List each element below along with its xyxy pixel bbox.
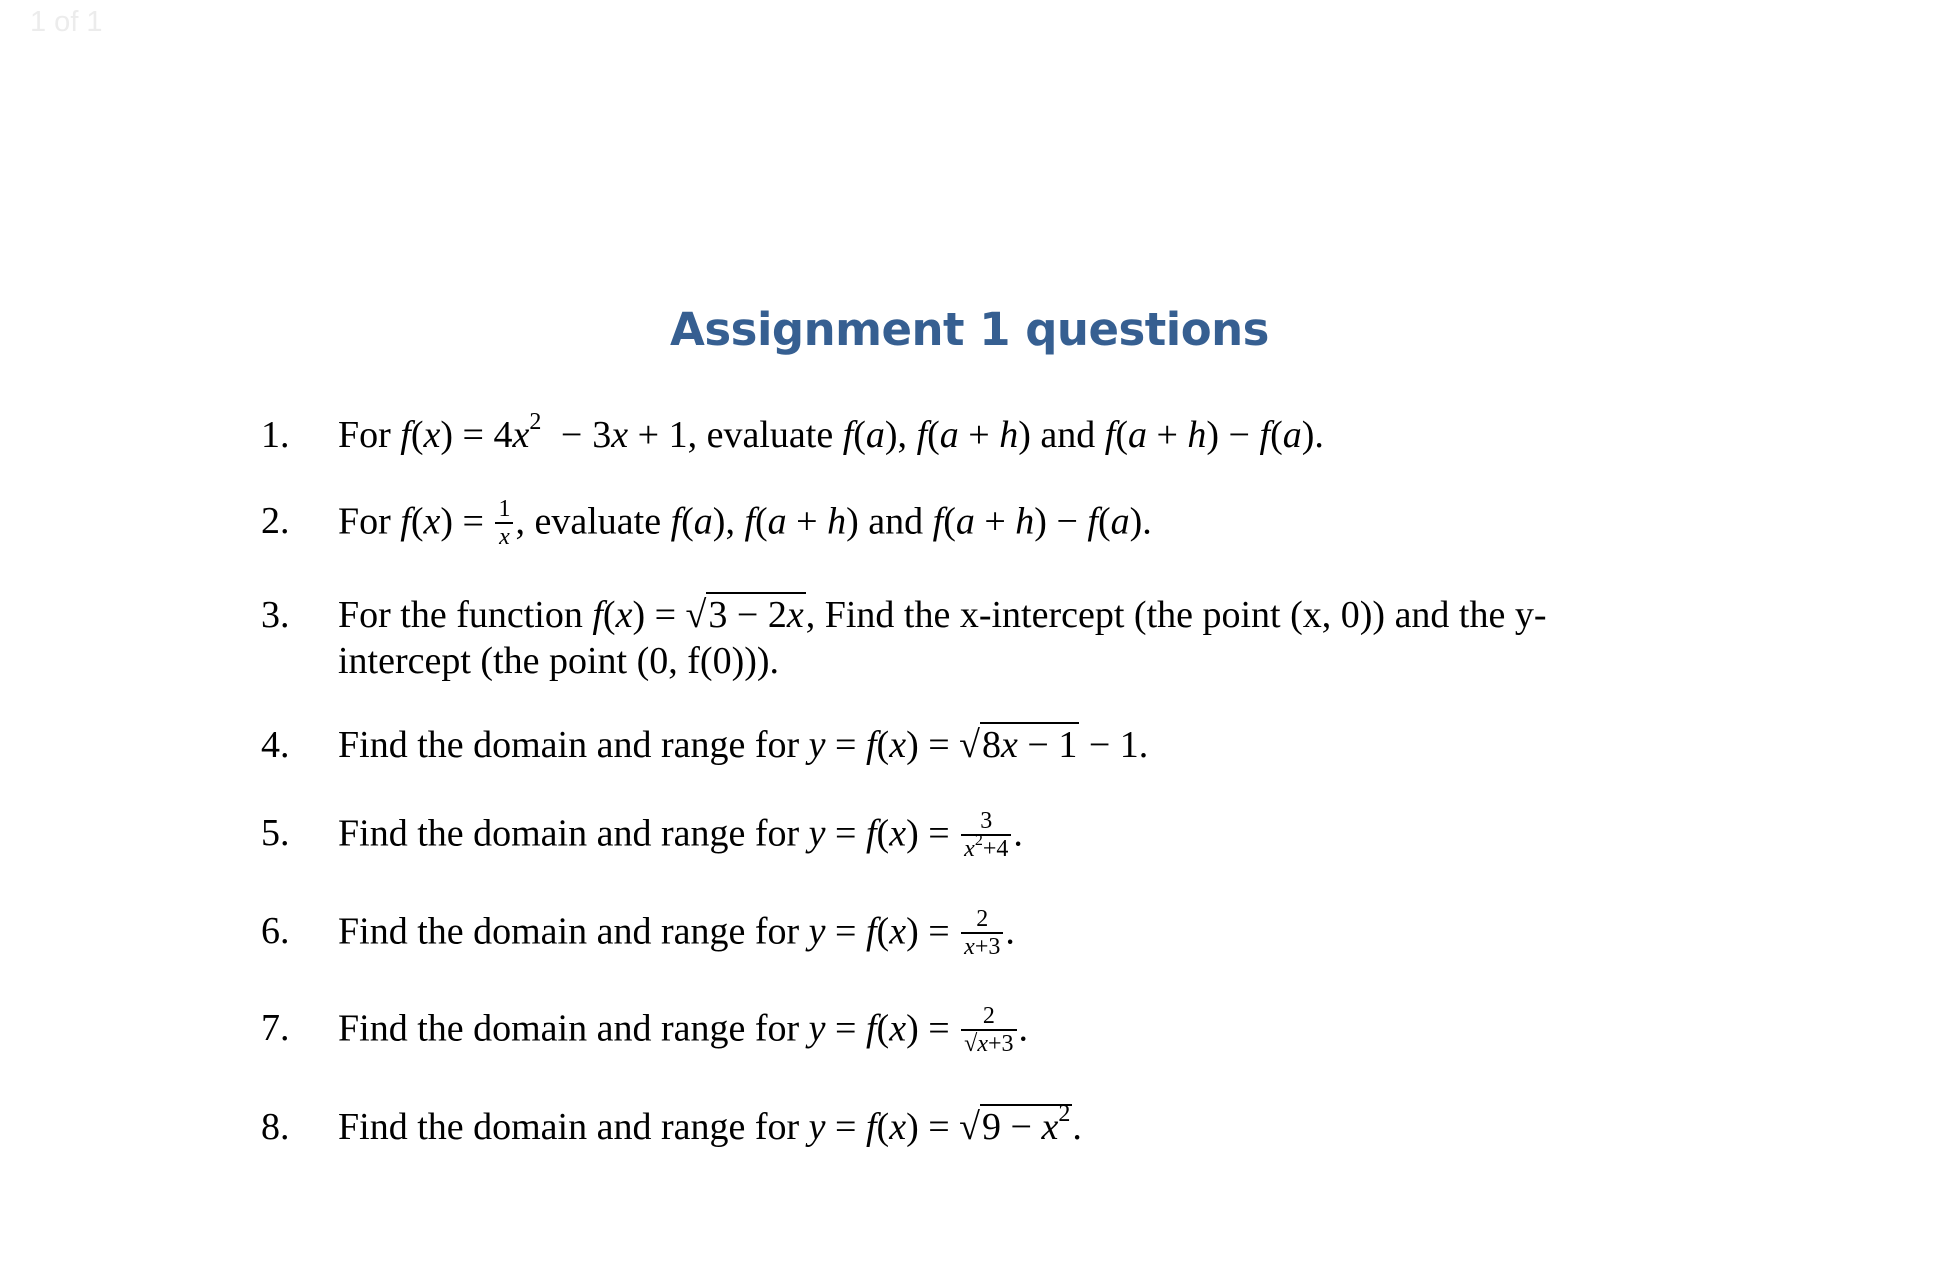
page-indicator: 1 of 1 [30,6,103,38]
question-number: 2. [261,500,290,542]
question-number: 3. [261,594,290,636]
question-text: For the function f(x) = √3 − 2x, Find the x-intercept (the point (x, 0)) and the y- intercept (the point (0, f(0))). [338,594,1547,682]
fraction: $\frac{3}{x^2+4}$ [961,808,1011,862]
question-text: Find the domain and range for y = f(x) = $\frac{2}{√x+3}$ . [338,1003,1029,1057]
fraction: $\frac{1}{x}$ [495,496,513,550]
question-text: Find the domain and range for y = f(x) = $\frac{2}{x+3}$ . [338,906,1015,960]
question-text: Find the domain and range for $y = f(x) = √9 - x^2$. [338,1101,1082,1148]
question-number: 6. [261,910,290,952]
question-number: 8. [261,1106,290,1148]
question-text: Find the domain and range for y = f(x) = $\frac{3}{x^2+4}$ . [338,808,1023,862]
question-text: Find the domain and range for y = f(x) = √8x − 1 − 1. [338,724,1149,766]
square-root: √3 − 2x [685,594,804,636]
question-number: 5. [261,812,290,854]
square-root: $√9 - x^2$ [959,1101,1071,1148]
question-text: For f(x) = $\frac{1}{x}$ , evaluate f(a), f(a + h) and f(a + h) − f(a). [338,496,1152,550]
question-number: 1. [261,414,290,456]
fraction: $\frac{2}{√x+3}$ [961,1003,1016,1057]
question-number: 7. [261,1007,290,1049]
page-title: Assignment 1 questions [670,303,1269,356]
fraction: $\frac{2}{x+3}$ [961,906,1003,960]
question-number: 4. [261,724,290,766]
square-root: √8x − 1 [959,724,1078,766]
question-text: For $f(x) = 4x^2 - 3x + 1$, evaluate f(a), f(a + h) and f(a + h) − f(a). [338,409,1324,456]
